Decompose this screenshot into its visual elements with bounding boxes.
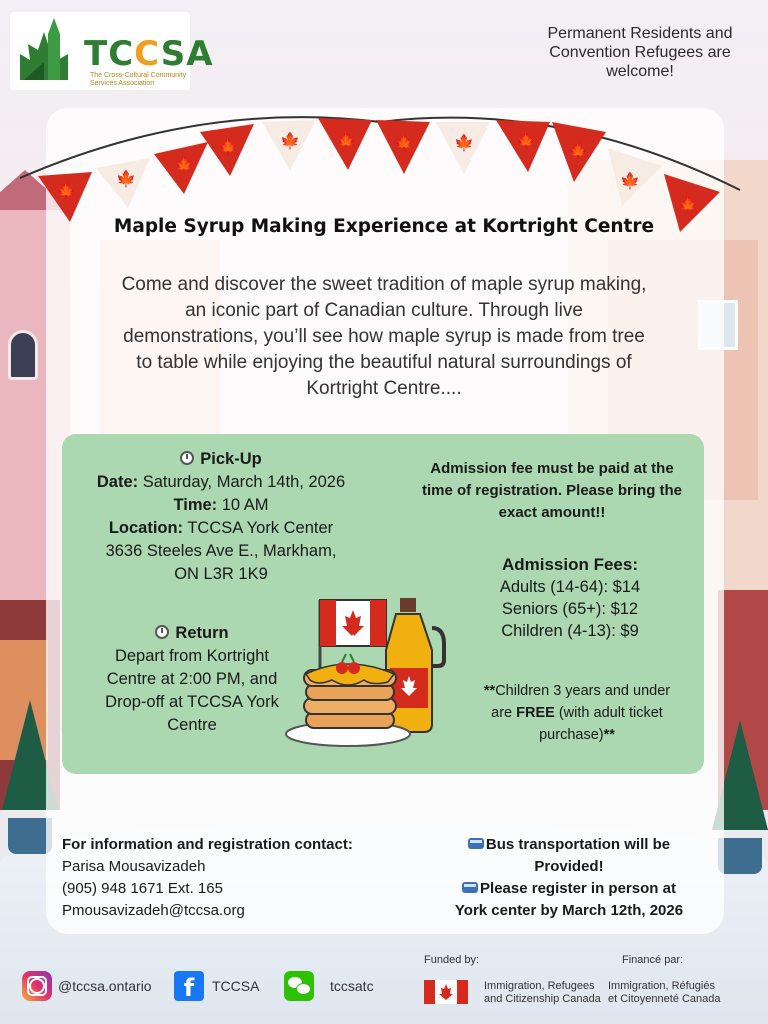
svg-text:🍁: 🍁 [678, 195, 698, 214]
planter-right [718, 838, 762, 874]
logo-subtitle: The Cross-Cultural Community Services Association [90, 72, 187, 87]
pancakes-syrup-illustration [282, 594, 452, 754]
contact-phone[interactable]: (905) 948 1671 Ext. 165 [62, 880, 223, 897]
fee-item: Children (4-13): $9 [501, 622, 639, 640]
return-section: Return Depart from Kortright Centre at 2:00 PM, and Drop-off at TCCSA York Centre [62, 622, 322, 737]
canada-flag-icon [424, 980, 468, 1004]
maple-leaf-hands-icon [14, 14, 82, 86]
facebook-link[interactable]: f TCCSA [174, 966, 259, 1006]
pickup-address-line1: 3636 Steeles Ave E., Markham, [105, 542, 337, 560]
svg-text:🍁: 🍁 [218, 137, 238, 156]
page-title: Maple Syrup Making Experience at Kortright Centre [113, 216, 655, 237]
svg-text:🍁: 🍁 [620, 171, 640, 190]
svg-text:🍁: 🍁 [116, 169, 136, 188]
finance-par-label: Financé par: [622, 954, 684, 966]
bus-icon [462, 882, 478, 893]
maple-leaf-icons [56, 131, 698, 214]
wechat-link[interactable]: tccsatc [284, 966, 374, 1006]
bus-icon [468, 838, 484, 849]
payment-note: Admission fee must be paid at the time of registration. Please bring the exact amount!! [421, 460, 683, 521]
contact-email[interactable]: Pmousavizadeh@tccsa.org [62, 902, 245, 919]
svg-text:🍁: 🍁 [56, 181, 76, 200]
svg-text:🍁: 🍁 [454, 133, 474, 152]
fee-item: Seniors (65+): $12 [501, 600, 639, 618]
tccsa-logo [10, 12, 214, 90]
svg-text:🍁: 🍁 [336, 131, 356, 150]
funded-by-label: Funded by: [424, 954, 480, 966]
contact-section [62, 834, 422, 922]
pickup-location: Location: TCCSA York Center [108, 519, 334, 537]
contact-heading: For information and registration contact: [62, 836, 353, 853]
svg-text:🍁: 🍁 [280, 131, 300, 150]
return-heading: Return [62, 622, 322, 645]
instagram-icon [22, 971, 52, 1001]
clock-icon [180, 451, 194, 465]
fee-item: Adults (14-64): $14 [499, 578, 641, 596]
svg-text:🍁: 🍁 [516, 131, 536, 150]
pickup-time: Time: 10 AM [173, 496, 269, 514]
free-children-note: **Children 3 years and under are FREE (with adult ticket purchase)** [483, 683, 671, 743]
instagram-link[interactable]: @tccsa.ontario [22, 966, 152, 1006]
ircc-english: Immigration, Refugees and Citizenship Canada [484, 980, 601, 1005]
clock-icon [155, 625, 169, 639]
facebook-icon: f [174, 971, 204, 1001]
contact-name: Parisa Mousavizadeh [62, 858, 206, 875]
fees-heading: Admission Fees: [501, 555, 639, 574]
svg-text:🍁: 🍁 [568, 141, 588, 160]
pickup-section [62, 448, 380, 586]
ircc-french: Immigration, Réfugiés et Citoyenneté Canada [608, 980, 721, 1005]
transport-note: Bus transportation will be Provided! Please register in person at York center by March 12th, 2026 [454, 836, 684, 919]
intro-paragraph: Come and discover the sweet tradition of maple syrup making, an iconic part of Canadian culture. Through live demonstrations, you’ll see how maple syrup is made from tree to table while enjoying the beautiful natural surroundings of Kortright Centre.... [121, 274, 647, 399]
pickup-date: Date: Saturday, March 14th, 2026 [96, 473, 346, 491]
logo-wordmark: TCCSA [84, 34, 214, 74]
welcome-note: Permanent Residents and Convention Refugees are welcome! [547, 25, 733, 80]
svg-text:🍁: 🍁 [394, 133, 414, 152]
admission-fees [450, 554, 690, 642]
svg-text:🍁: 🍁 [174, 155, 194, 174]
pickup-heading: Pick-Up [62, 448, 380, 471]
pickup-address-line2: ON L3R 1K9 [174, 565, 268, 583]
bunting-flags [38, 118, 720, 232]
wechat-icon [284, 971, 314, 1001]
